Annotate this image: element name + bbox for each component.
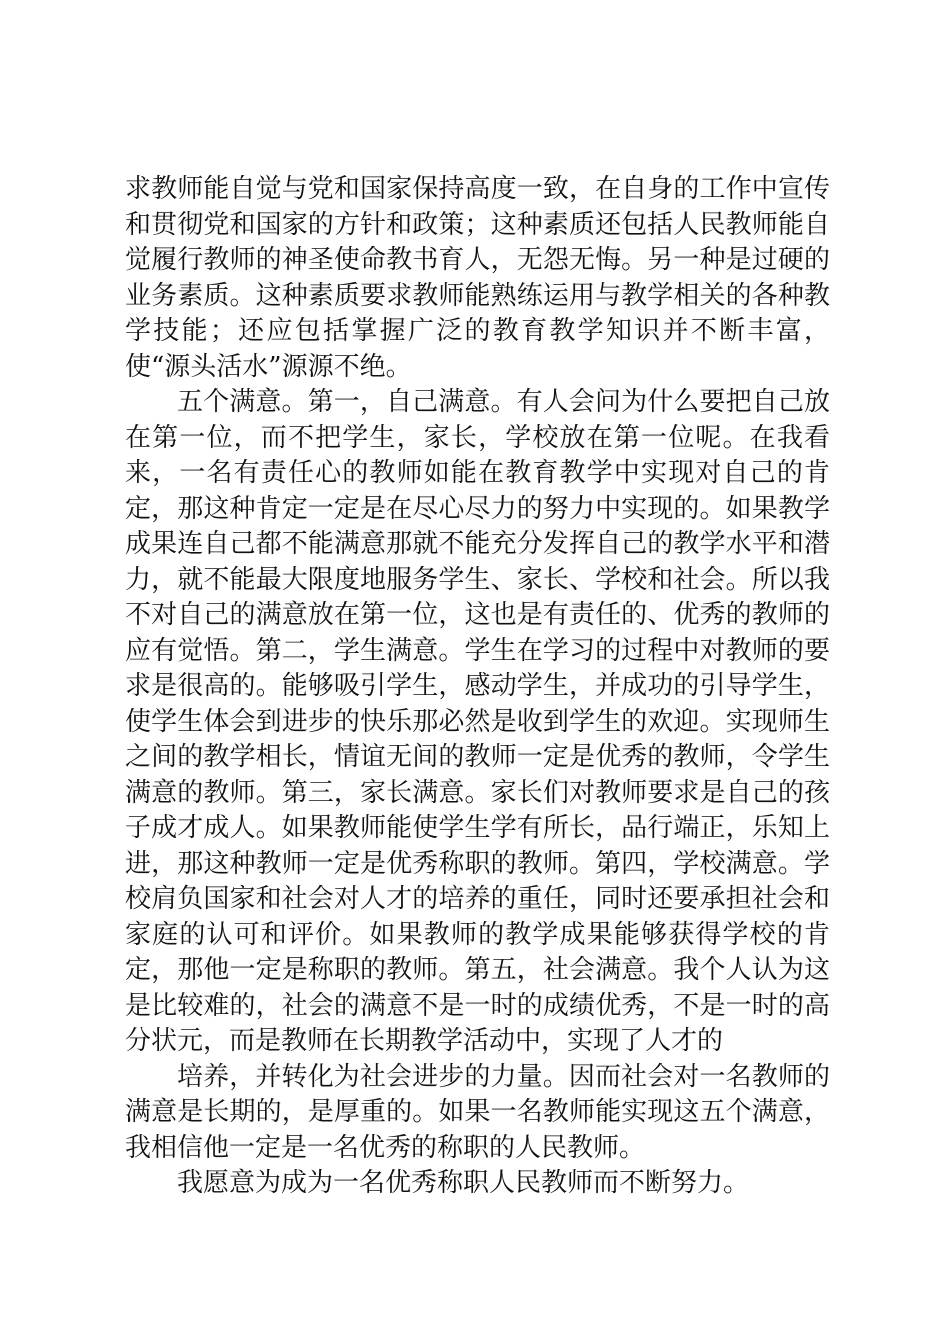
paragraph-4: 我愿意为成为一名优秀称职人民教师而不断努力。: [177, 1168, 750, 1198]
paragraph-3: 培养，并转化为社会进步的力量。因而社会对一名教师的满意是长期的，是厚重的。如果一名教师能实现这五个满意，我相信他一定是一名优秀的称职的人民教师。: [125, 1061, 830, 1163]
document-page: [125, 172, 830, 1202]
paragraph-2: 五个满意。第一，自己满意。有人会问为什么要把自己放在第一位，而不把学生，家长，学校放在第一位呢。在我看来，一名有责任心的教师如能在教育教学中实现对自己的肯定，那这种肯定一定是在尽心尽力的努力中实现的。如果教学成果连自己都不能满意那就不能充分发挥自己的教学水平和潜力，就不能最大限度地服务学生、家长、学校和社会。所以我不对自己的满意放在第一位，这也是有责任的、优秀的教师的应有觉悟。第二，学生满意。学生在学习的过程中对教师的要求是很高的。能够吸引学生，感动学生，并成功的引导学生，使学生体会到进步的快乐那必然是收到学生的欢迎。实现师生之间的教学相长，情谊无间的教师一定是优秀的教师，令学生满意的教师。第三，家长满意。家长们对教师要求是自己的孩子成才成人。如果教师能使学生学有所长，品行端正，乐知上进，那这种教师一定是优秀称职的教师。第四，学校满意。学校肩负国家和社会对人才的培养的重任，同时还要承担社会和家庭的认可和评价。如果教师的教学成果能够获得学校的肯定，那他一定是称职的教师。第五，社会满意。我个人认为这是比较难的，社会的满意不是一时的成绩优秀，不是一时的高分状元，而是教师在长期教学活动中，实现了人才的: [125, 387, 830, 1056]
paragraph-1: 求教师能自觉与党和国家保持高度一致，在自身的工作中宣传和贯彻党和国家的方针和政策；这种素质还包括人民教师能自觉履行教师的神圣使命教书育人，无怨无悔。另一种是过硬的业务素质。这种素质要求教师能熟练运用与教学相关的各种教学技能；还应包括掌握广泛的教育教学知识并不断丰富，使“源头活水”源源不绝。: [125, 174, 830, 382]
